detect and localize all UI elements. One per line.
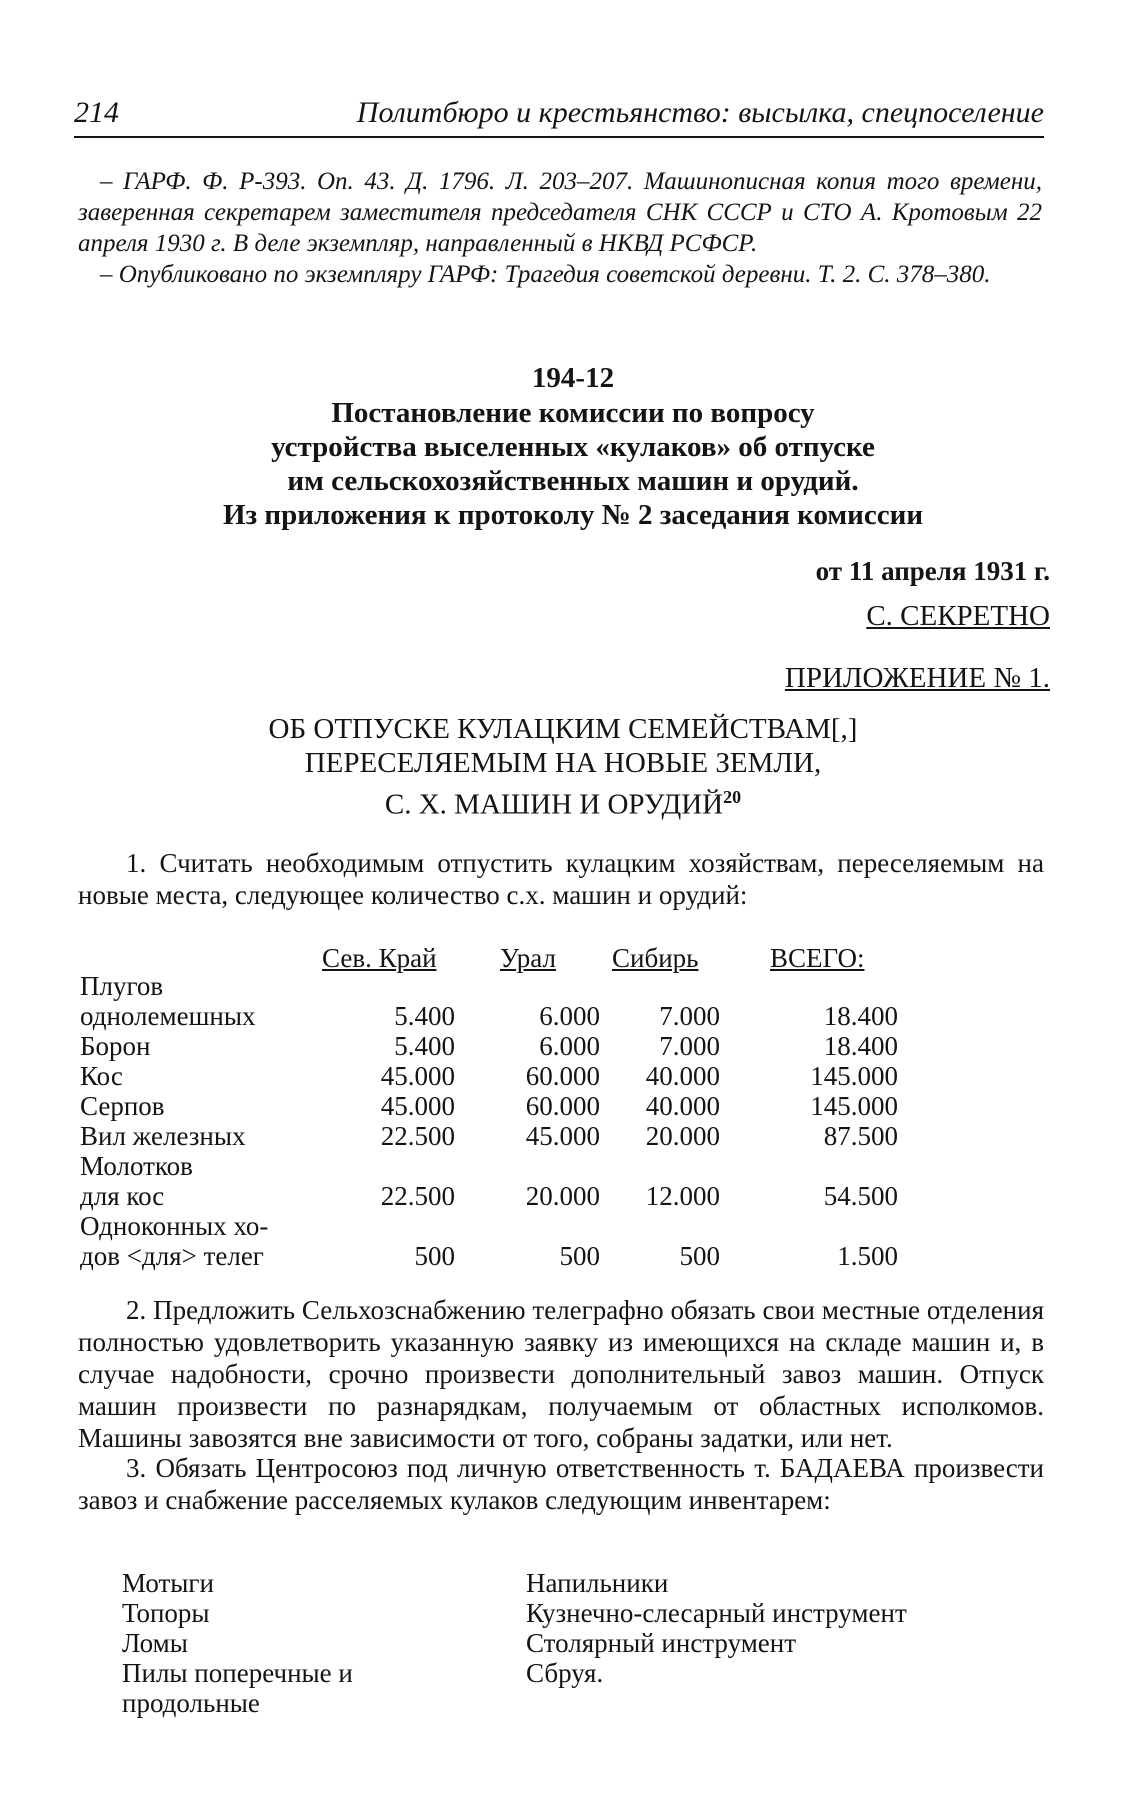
inventory-item: Мотыги [122,1568,214,1598]
table-cell: 22.500 [380,1121,455,1151]
footnote-ref: 20 [723,787,742,807]
title-line: им сельскохозяйственных машин и орудий. [287,465,859,497]
table-cell: 20.000 [645,1121,720,1151]
inventory-item: Сбруя. [526,1658,604,1688]
row-label-line: Плугов [80,971,164,1001]
table-column-header: Урал [500,943,556,973]
table-cell: 87.500 [823,1121,898,1151]
document-title [90,396,1056,532]
inventory-item: Столярный инструмент [526,1628,797,1658]
inventory-left-column [122,1568,353,1718]
inventory-right-column [526,1568,907,1688]
inventory-item: Напильники [526,1568,669,1598]
paragraph-1: 1. Считать необходимым отпустить кулацким хозяйствам, переселяемым на новые места, следующее количество с.х. машин и орудий: [78,848,1044,910]
heading-text: С. Х. МАШИН И ОРУДИЙ [384,788,724,821]
source-notes [78,166,1042,290]
title-line: устройства выселенных «кулаков» об отпуске [271,431,875,463]
table-column-header: ВСЕГО: [770,943,865,973]
running-title: Политбюро и крестьянство: высылка, спецпоселение [356,96,1044,129]
table-column-header: Сев. Край [322,943,437,973]
title-line: Из приложения к протоколу № 2 заседания комиссии [222,499,924,531]
document-date: от 11 апреля 1931 г. [815,556,1050,586]
table-cell: 145.000 [810,1061,898,1091]
table-cell: 6.000 [539,1001,600,1031]
row-label-line: Борон [80,1031,151,1061]
table-cell: 45.000 [380,1091,455,1121]
table-cell: 40.000 [645,1091,720,1121]
appendix-heading [80,712,1046,822]
document-number: 194-12 [531,362,615,394]
table-cell: 45.000 [380,1061,455,1091]
table-cell: 45.000 [525,1121,600,1151]
table-cell: 20.000 [525,1181,600,1211]
page-number: 214 [74,96,119,129]
table-cell: 1.500 [837,1241,898,1271]
table-cell: 7.000 [659,1001,720,1031]
row-label-line: Одноконных хо- [80,1211,269,1241]
paragraph-2: 2. Предложить Сельхозснабжению телеграфно обязать свои местные отделения полностью удовлетворить указанную заявку из имеющихся на складе машин и, в случае надобности, срочно произвести дополнительный завоз машин. Отпуск машин произвести по разнарядкам, получаемым от областных исполкомов. Машины завозятся вне зависимости от того, собраны задатки, или нет. [78,1295,1044,1453]
table-column-header: Сибирь [612,943,699,973]
heading-line [80,780,1046,822]
table-cell: 18.400 [823,1001,898,1031]
inventory-item: Пилы поперечные и [122,1658,353,1688]
row-label-line: Вил железных [80,1121,246,1151]
title-line: Постановление комиссии по вопросу [331,397,815,429]
inventory-item: Топоры [122,1598,210,1628]
secrecy-stamp: С. СЕКРЕТНО [866,600,1050,632]
appendix-label: ПРИЛОЖЕНИЕ № 1. [784,662,1050,694]
paragraph-3: 3. Обязать Центросоюз под личную ответственность т. БАДАЕВА произвести завоз и снабжение расселяемых кулаков следующим инвентарем: [78,1453,1044,1515]
row-label-line: однолемешных [80,1001,256,1031]
heading-line: ОБ ОТПУСКЕ КУЛАЦКИМ СЕМЕЙСТВАМ[,] [268,713,858,745]
table-cell: 60.000 [525,1061,600,1091]
table-cell: 6.000 [539,1031,600,1061]
table-cell: 500 [559,1241,600,1271]
inventory-item: Кузнечно-слесарный инструмент [526,1598,907,1628]
table-cell: 500 [414,1241,455,1271]
row-label-line: дов <для> телег [80,1241,264,1271]
running-header [74,96,1044,138]
inventory-item: Ломы [122,1628,188,1658]
table-cell: 7.000 [659,1031,720,1061]
table-cell: 12.000 [645,1181,720,1211]
table-cell: 500 [679,1241,720,1271]
row-label [80,1211,460,1271]
table-cell: 5.400 [394,1031,455,1061]
table-cell: 145.000 [810,1091,898,1121]
inventory-item: продольные [122,1688,260,1718]
row-label-line: для кос [80,1181,165,1211]
table-cell: 5.400 [394,1001,455,1031]
row-label-line: Кос [80,1061,123,1091]
archive-note: – ГАРФ. Ф. Р-393. Оп. 43. Д. 1796. Л. 203–207. Машинописная копия того времени, заверенная секретарем заместителя председателя СНК СССР и СТО А. Кротовым 22 апреля 1930 г. В деле экземпляр, направленный в НКВД РСФСР. [78,168,1042,257]
table-cell: 18.400 [823,1031,898,1061]
row-label-line: Молотков [80,1151,193,1181]
table-cell: 60.000 [525,1091,600,1121]
row-label-line: Серпов [80,1091,165,1121]
table-cell: 22.500 [380,1181,455,1211]
publication-note: – Опубликовано по экземпляру ГАРФ: Трагедия советской деревни. Т. 2. С. 378–380. [100,261,991,288]
heading-line: ПЕРЕСЕЛЯЕМЫМ НА НОВЫЕ ЗЕМЛИ, [304,747,822,779]
table-cell: 54.500 [823,1181,898,1211]
table-cell: 40.000 [645,1061,720,1091]
